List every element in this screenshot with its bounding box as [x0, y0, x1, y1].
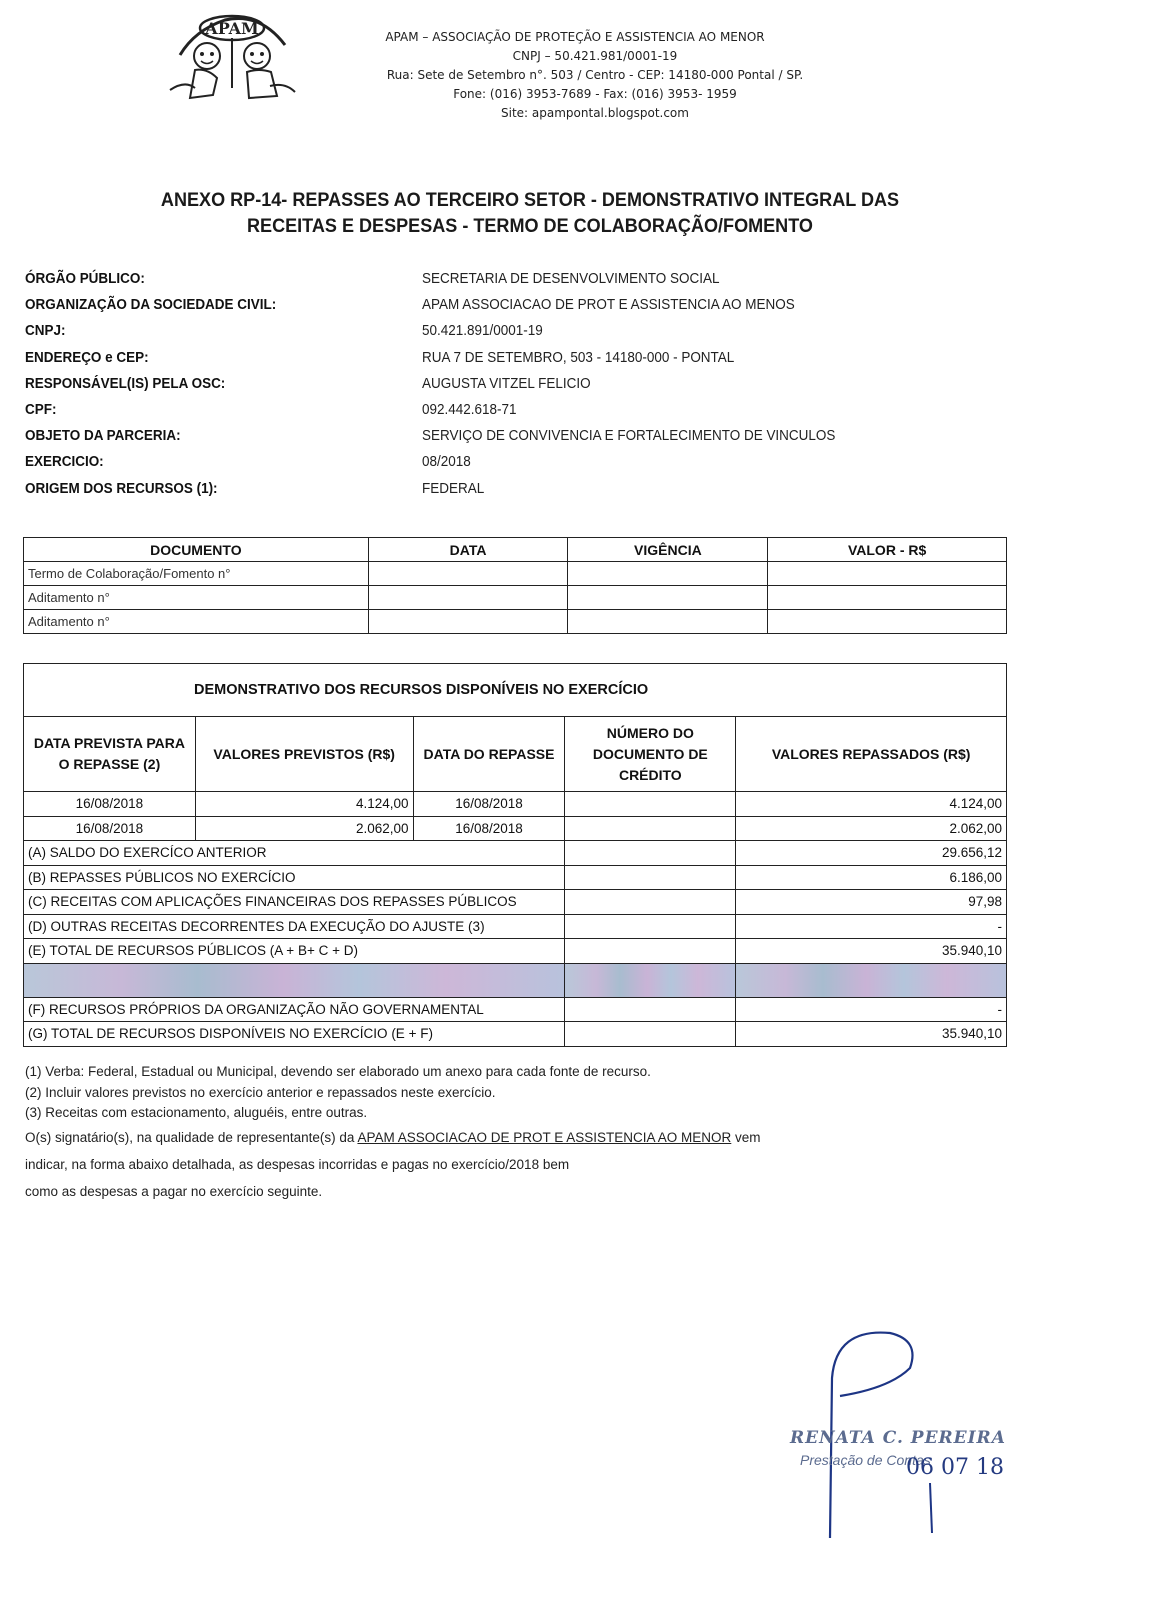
stamp-date: 06 07 18: [906, 1455, 1004, 1480]
declaration-org: APAM ASSOCIACAO DE PROT E ASSISTENCIA AO MENOR: [357, 1129, 732, 1145]
empty-cell: [565, 939, 736, 964]
summary-value: 6.186,00: [736, 865, 1007, 890]
col-header-valor: VALOR - R$: [768, 538, 1007, 562]
info-label: ORGANIZAÇÃO DA SOCIEDADE CIVIL:: [25, 297, 277, 314]
summary-value: -: [736, 997, 1007, 1022]
stripe-cell: [565, 963, 736, 997]
title-line-1: ANEXO RP-14- REPASSES AO TERCEIRO SETOR - DEMONSTRATIVO INTEGRAL DAS: [160, 190, 900, 211]
col-header-data: DATA: [368, 538, 568, 562]
org-site: Site: apampontal.blogspot.com: [501, 106, 689, 120]
document-title: [84, 188, 977, 240]
info-value: 08/2018: [422, 454, 471, 471]
org-cnpj: CNPJ – 50.421.981/0001-19: [512, 49, 678, 63]
info-value: AUGUSTA VITZEL FELICIO: [422, 375, 591, 392]
col-header-documento: DOCUMENTO: [24, 538, 369, 562]
table-caption-row: [24, 664, 1007, 717]
col-header-valores-previstos: VALORES PREVISTOS (R$): [195, 717, 413, 792]
stamp-name: RENATA C. PEREIRA: [790, 1428, 1006, 1448]
declaration-start: O(s) signatário(s), na qualidade de representante(s) da: [25, 1129, 358, 1145]
info-label: ORIGEM DOS RECURSOS (1):: [25, 480, 218, 497]
declaration-end: vem: [731, 1129, 761, 1145]
info-value: APAM ASSOCIACAO DE PROT E ASSISTENCIA AO MENOS: [422, 297, 795, 314]
table-caption: DEMONSTRATIVO DOS RECURSOS DISPONÍVEIS NO EXERCÍCIO: [24, 664, 1007, 717]
summary-row: [24, 1022, 1007, 1047]
valor-previsto-cell: 4.124,00: [195, 792, 413, 817]
stripe-cell: [24, 963, 565, 997]
valor-repassado-cell: 4.124,00: [736, 792, 1007, 817]
info-label: ÓRGÃO PÚBLICO:: [25, 271, 145, 287]
summary-value: 29.656,12: [736, 841, 1007, 866]
info-label: EXERCICIO:: [25, 454, 104, 471]
organization-header: [340, 28, 810, 123]
summary-row: [24, 841, 1007, 866]
logo-text: APAM: [205, 19, 259, 38]
info-row: [25, 402, 1005, 428]
summary-row: [24, 997, 1007, 1022]
footnote-2: (2) Incluir valores previstos no exercício anterior e repassados neste exercício.: [25, 1084, 496, 1100]
summary-label: (C) RECEITAS COM APLICAÇÕES FINANCEIRAS DOS REPASSES PÚBLICOS: [24, 890, 565, 915]
table-row: [24, 562, 1007, 586]
info-row: [25, 350, 1005, 376]
empty-cell: [768, 610, 1007, 634]
separator-row: [24, 963, 1007, 997]
info-row: [25, 428, 1005, 454]
info-value: FEDERAL: [422, 480, 485, 497]
summary-label: (D) OUTRAS RECEITAS DECORRENTES DA EXECUÇÃO DO AJUSTE (3): [24, 914, 565, 939]
info-value: SECRETARIA DE DESENVOLVIMENTO SOCIAL: [422, 271, 720, 287]
valor-repassado-cell: 2.062,00: [736, 816, 1007, 841]
empty-cell: [768, 586, 1007, 610]
summary-row: [24, 914, 1007, 939]
summary-label: (E) TOTAL DE RECURSOS PÚBLICOS (A + B+ C + D): [24, 939, 565, 964]
col-header-numero-documento: NÚMERO DO DOCUMENTO DE CRÉDITO: [565, 717, 736, 792]
doc-cell: Termo de Colaboração/Fomento n°: [24, 562, 369, 586]
empty-cell: [565, 865, 736, 890]
data-prevista-cell: 16/08/2018: [24, 792, 196, 817]
stripe-cell: [736, 963, 1007, 997]
table-row: [24, 792, 1007, 817]
empty-cell: [368, 562, 568, 586]
summary-row: [24, 865, 1007, 890]
data-repasse-cell: 16/08/2018: [413, 816, 565, 841]
empty-cell: [368, 586, 568, 610]
title-line-2: RECEITAS E DESPESAS - TERMO DE COLABORAÇÃO/FOMENTO: [247, 216, 813, 237]
table-row: [24, 816, 1007, 841]
info-row: [25, 323, 1005, 349]
org-name: APAM – ASSOCIAÇÃO DE PROTEÇÃO E ASSISTENCIA AO MENOR: [385, 30, 765, 44]
footnotes: [25, 1062, 1015, 1205]
doc-cell: Aditamento n°: [24, 586, 369, 610]
apam-logo: [165, 10, 300, 102]
info-row: [25, 481, 1005, 507]
table-row: [24, 586, 1007, 610]
info-label: RESPONSÁVEL(IS) PELA OSC:: [25, 375, 226, 392]
summary-value: 35.940,10: [736, 1022, 1007, 1047]
empty-cell: [768, 562, 1007, 586]
stamp-role: Prestação de Contas: [800, 1452, 931, 1468]
summary-value: -: [736, 914, 1007, 939]
table-row: [24, 610, 1007, 634]
table-header-row: [24, 717, 1007, 792]
col-header-data-prevista: DATA PREVISTA PARA O REPASSE (2): [24, 717, 196, 792]
info-value: 092.442.618-71: [422, 401, 517, 418]
document-table: [23, 537, 1007, 634]
data-repasse-cell: 16/08/2018: [413, 792, 565, 817]
valor-previsto-cell: 2.062,00: [195, 816, 413, 841]
info-block: [25, 271, 1005, 507]
empty-cell: [568, 610, 768, 634]
documento-cell: [565, 792, 736, 817]
summary-label: (B) REPASSES PÚBLICOS NO EXERCÍCIO: [24, 865, 565, 890]
summary-value: 35.940,10: [736, 939, 1007, 964]
info-row: [25, 271, 1005, 297]
footnote-1: (1) Verba: Federal, Estadual ou Municipal, devendo ser elaborado um anexo para cada fonte de recurso.: [25, 1064, 651, 1079]
info-row: [25, 454, 1005, 480]
summary-row: [24, 939, 1007, 964]
doc-cell: Aditamento n°: [24, 610, 369, 634]
info-row: [25, 376, 1005, 402]
footnote-3: (3) Receitas com estacionamento, aluguéis, entre outras.: [25, 1105, 368, 1120]
summary-label: (A) SALDO DO EXERCÍCO ANTERIOR: [24, 841, 565, 866]
org-address: Rua: Sete de Setembro n°. 503 / Centro - CEP: 14180-000 Pontal / SP.: [386, 68, 804, 82]
empty-cell: [565, 890, 736, 915]
col-header-vigencia: VIGÊNCIA: [568, 538, 768, 562]
declaration-line-3: como as despesas a pagar no exercício seguinte.: [25, 1183, 323, 1199]
col-header-valores-repassados: VALORES REPASSADOS (R$): [736, 717, 1007, 792]
summary-row: [24, 890, 1007, 915]
info-label: OBJETO DA PARCERIA:: [25, 428, 181, 445]
declaration-line-1: [25, 1124, 1015, 1151]
info-label: CPF:: [25, 401, 57, 418]
data-prevista-cell: 16/08/2018: [24, 816, 196, 841]
empty-cell: [568, 562, 768, 586]
empty-cell: [565, 997, 736, 1022]
info-value: SERVIÇO DE CONVIVENCIA E FORTALECIMENTO DE VINCULOS: [422, 428, 836, 445]
empty-cell: [565, 1022, 736, 1047]
empty-cell: [368, 610, 568, 634]
info-value: 50.421.891/0001-19: [422, 323, 543, 340]
col-header-data-repasse: DATA DO REPASSE: [413, 717, 565, 792]
empty-cell: [568, 586, 768, 610]
summary-label: (G) TOTAL DE RECURSOS DISPONÍVEIS NO EXERCÍCIO (E + F): [24, 1022, 565, 1047]
info-label: ENDEREÇO e CEP:: [25, 349, 149, 366]
info-value: RUA 7 DE SETEMBRO, 503 - 14180-000 - PONTAL: [422, 349, 735, 366]
summary-value: 97,98: [736, 890, 1007, 915]
info-row: [25, 297, 1005, 323]
org-phone: Fone: (016) 3953-7689 - Fax: (016) 3953- 1959: [453, 87, 737, 101]
table-header-row: [24, 538, 1007, 562]
resources-table: [23, 663, 1007, 1047]
empty-cell: [565, 914, 736, 939]
declaration-line-2: indicar, na forma abaixo detalhada, as despesas incorridas e pagas no exercício/2018 bem: [25, 1156, 570, 1172]
empty-cell: [565, 841, 736, 866]
summary-label: (F) RECURSOS PRÓPRIOS DA ORGANIZAÇÃO NÃO GOVERNAMENTAL: [24, 997, 565, 1022]
info-label: CNPJ:: [25, 323, 66, 340]
documento-cell: [565, 816, 736, 841]
